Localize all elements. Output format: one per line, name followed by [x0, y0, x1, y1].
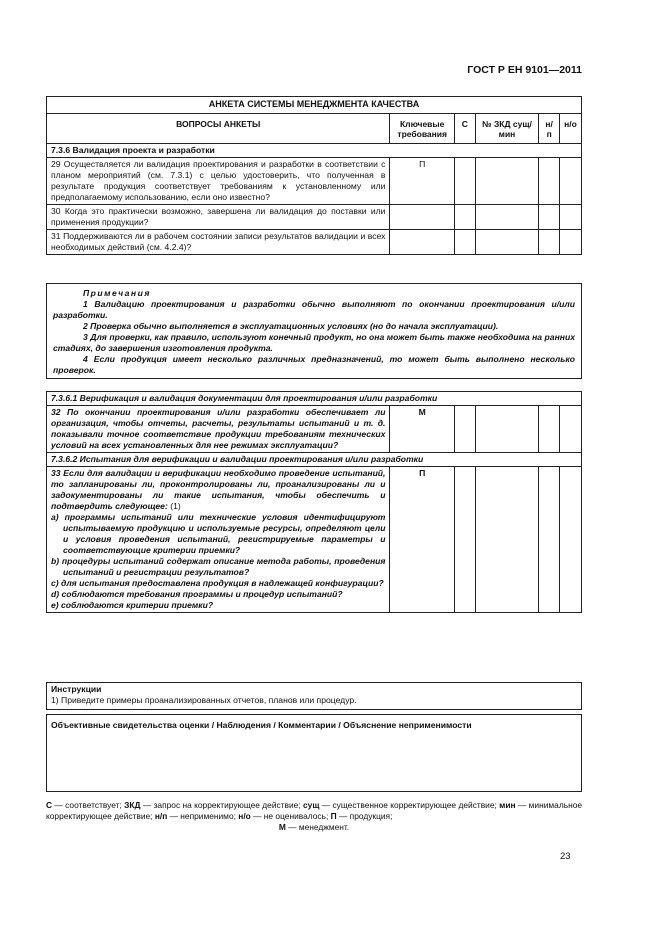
answer-cell[interactable]: [454, 204, 475, 229]
instructions-text: 1) Приведите примеры проанализированных отчетов, планов или процедур.: [51, 695, 357, 705]
legend-abbr: П: [330, 810, 337, 821]
key-requirement: М: [390, 406, 455, 453]
note-item: 1 Валидацию проектирования и разработки обычно выполняют по окончании проектирования и/или разработки.: [53, 299, 575, 320]
question-text: 29 Осуществляется ли валидация проектирования и разработки в соответствии с планом мероприятий (см. 7.3.1) с целью удостоверить, что полученная в результате продукция соответствует требованиям к установленному или предполагаемому использованию, если оно известно?: [47, 157, 390, 204]
answer-cell[interactable]: [454, 229, 475, 254]
list-item: b) процедуры испытаний содержат описание метода работы, проведения испытаний и регистрации результатов?: [51, 556, 386, 577]
question-text: 30 Когда это практически возможно, завершена ли валидация до поставки или применения продукции?: [47, 204, 390, 229]
question-subitems: [51, 512, 385, 611]
list-item: e) соблюдаются критерии приемки?: [51, 600, 214, 610]
legend-abbr: ЗКД: [124, 800, 141, 810]
answer-cell[interactable]: [454, 157, 475, 204]
question-cell: [47, 467, 390, 613]
legend-text: — не оценивалось;: [250, 810, 331, 821]
question-text: 33 Если для валидации и верификации необходимо проведение испытаний, то запланированы ли, проконтролированы ли, проанализированы ли и задокументированы ли такие испытания, чтобы обеспечить и подтвердить следующее:: [51, 468, 386, 511]
answer-cell[interactable]: [560, 229, 582, 254]
answer-cell[interactable]: [454, 406, 475, 453]
question-text: 31 Поддерживаются ли в рабочем состоянии записи результатов валидации и всех необходимых действий (см. 4.2.4)?: [47, 229, 390, 254]
answer-cell[interactable]: [560, 406, 582, 453]
answer-cell[interactable]: [560, 467, 582, 613]
instructions-title: Инструкции: [51, 684, 102, 694]
verification-table: [46, 391, 582, 613]
key-requirement: П: [390, 467, 455, 613]
list-item: c) для испытания предоставлена продукция в надлежащей конфигурации?: [51, 578, 384, 588]
list-item: a) программы испытаний или технические условия идентифицируют испытываемую продукцию и используемые ресурсы, определяют цели и условия проведения испытаний, регистрируемые параметры и соответствующие критерии приемки?: [51, 512, 386, 555]
answer-cell[interactable]: [475, 204, 538, 229]
section-heading: 7.3.6.1 Верификация и валидация документации для проектирования и/или разработки: [47, 392, 582, 406]
table-row: [47, 204, 582, 229]
question-text: 32 По окончании проектирования и/или разработки обеспечивает ли организация, чтобы отчеты, расчеты, результаты испытаний и т. д. показывали точное соответствие продукции требованиям технических условий на всех установленных для нее режимах эксплуатации?: [47, 406, 390, 453]
col-zkd: № ЗКД сущ/мин: [475, 113, 538, 143]
legend-abbr: мин: [499, 800, 516, 810]
table-row: [47, 406, 582, 453]
answer-cell[interactable]: [560, 157, 582, 204]
legend-abbr: М: [278, 821, 286, 832]
note-item: 4 Если продукция имеет несколько различных предназначений, то может быть выполнено несколько проверок.: [53, 354, 575, 375]
col-questions: ВОПРОСЫ АНКЕТЫ: [47, 113, 390, 143]
col-key-requirements: Ключевые требования: [390, 113, 455, 143]
legend-abbr: сущ: [303, 800, 320, 810]
answer-cell[interactable]: [475, 467, 538, 613]
legend-abbr: С: [46, 800, 53, 810]
key-requirement: [390, 229, 455, 254]
legend-abbr: н/о: [238, 810, 251, 821]
legend-text: — минимальное корректирующее действие;: [46, 800, 583, 821]
question-ref: (1): [167, 501, 181, 511]
legend: [46, 800, 582, 833]
answer-cell[interactable]: [560, 204, 582, 229]
col-no: н/о: [560, 113, 582, 143]
answer-cell[interactable]: [475, 406, 538, 453]
key-requirement: [390, 204, 455, 229]
key-requirement: П: [390, 157, 455, 204]
table-title: АНКЕТА СИСТЕМЫ МЕНЕДЖМЕНТА КАЧЕСТВА: [47, 97, 582, 114]
answer-cell[interactable]: [475, 229, 538, 254]
evidence-title: Объективные свидетельства оценки / Наблюдения / Комментарии / Объяснение неприменимости: [51, 720, 472, 730]
list-item: d) соблюдаются требования программы и процедур испытаний?: [51, 589, 343, 599]
section-heading: 7.3.6.2 Испытания для верификации и валидации проектирования и/или разработки: [47, 453, 582, 467]
note-item: 2 Проверка обычно выполняется в эксплуатационных условиях (но до начала эксплуатации).: [83, 321, 499, 331]
answer-cell[interactable]: [539, 406, 560, 453]
note-item: 3 Для проверки, как правило, используют конечный продукт, но она может быть также необходима на ранних стадиях, до завершения изготовления продукта.: [53, 332, 575, 353]
col-np: н/п: [539, 113, 560, 143]
doc-code: ГОСТ Р ЕН 9101—2011: [467, 64, 582, 76]
legend-text: — запрос на корректирующее действие;: [140, 800, 304, 810]
notes-heading: Примечания: [83, 288, 151, 298]
table-row: [47, 467, 582, 613]
answer-cell[interactable]: [475, 157, 538, 204]
table-row: [47, 229, 582, 254]
notes-box: [46, 283, 582, 379]
legend-text: — неприменимо;: [167, 810, 239, 821]
answer-cell[interactable]: [539, 157, 560, 204]
col-c: С: [454, 113, 475, 143]
answer-cell[interactable]: [539, 467, 560, 613]
evidence-box[interactable]: [46, 714, 582, 792]
table-row: [47, 157, 582, 204]
legend-abbr: н/п: [154, 810, 168, 821]
legend-text: — соответствует;: [52, 800, 125, 810]
page-number: 23: [560, 851, 571, 862]
section-heading: 7.3.6 Валидация проекта и разработки: [47, 143, 582, 157]
legend-text: — менеджмент.: [285, 821, 350, 832]
legend-text: — существенное корректирующее действие;: [319, 800, 500, 810]
questionnaire-table: [46, 96, 582, 255]
answer-cell[interactable]: [539, 229, 560, 254]
answer-cell[interactable]: [539, 204, 560, 229]
instructions-box: [46, 682, 582, 710]
legend-text: — продукция;: [336, 810, 393, 821]
answer-cell[interactable]: [454, 467, 475, 613]
